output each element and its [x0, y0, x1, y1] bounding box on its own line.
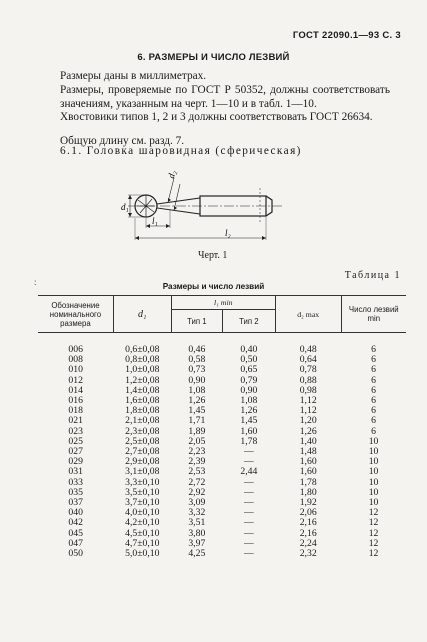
cell-designation: 033 — [68, 476, 83, 488]
cell-blades: 12 — [368, 507, 379, 519]
page-header: ГОСТ 22090.1—93 С. 3 — [292, 30, 401, 41]
cell-designation: 040 — [68, 507, 83, 519]
cell-l1-type2: — — [243, 548, 254, 560]
cell-d2-max: 0,64 — [299, 354, 317, 366]
cell-l1-type2: 0,65 — [240, 364, 258, 376]
cell-d2-max: 0,78 — [299, 364, 317, 376]
table-row — [38, 376, 406, 386]
cell-d1: 1,8±0,08 — [125, 405, 160, 417]
header-blades-min: Число лезвий min — [341, 296, 406, 333]
cell-designation: 035 — [68, 486, 83, 498]
paragraph-length: Общую длину см. разд. 7. — [60, 135, 185, 147]
cell-l1-type1: 3,51 — [188, 517, 206, 529]
table-row — [38, 539, 406, 549]
section-title: 6. РАЗМЕРЫ И ЧИСЛО ЛЕЗВИЙ — [137, 52, 290, 63]
cell-designation: 031 — [68, 466, 83, 478]
table-row — [38, 365, 406, 375]
cell-blades: 6 — [371, 415, 376, 427]
table-row — [38, 333, 406, 356]
label-l2: l₂ — [225, 228, 231, 238]
cell-d2-max: 2,24 — [299, 537, 317, 549]
paragraph-shanks: Хвостовики типов 1, 2 и 3 должны соответствовать ГОСТ 26634. — [60, 111, 373, 123]
cell-designation: 016 — [68, 395, 83, 407]
cell-l1-type1: 2,92 — [188, 486, 206, 498]
table-row — [38, 355, 406, 365]
cell-l1-type1: 4,25 — [188, 548, 206, 560]
cell-blades: 12 — [368, 517, 379, 529]
cell-blades: 10 — [368, 446, 379, 458]
cell-blades: 10 — [368, 456, 379, 468]
cell-designation: 012 — [68, 374, 83, 386]
cell-d2-max: 0,48 — [299, 344, 317, 355]
cell-l1-type1: 1,45 — [188, 405, 206, 417]
cell-l1-type2: — — [243, 537, 254, 549]
table-row — [38, 447, 406, 457]
cell-blades: 10 — [368, 497, 379, 509]
header-type2: Тип 2 — [222, 310, 275, 333]
cell-d1: 3,7±0,10 — [125, 497, 160, 509]
cell-l1-type1: 0,58 — [188, 354, 206, 366]
cell-d2-max: 1,92 — [299, 497, 317, 509]
cell-d1: 1,2±0,08 — [125, 374, 160, 386]
cell-l1-type1: 2,72 — [188, 476, 206, 488]
cell-designation: 018 — [68, 405, 83, 417]
cell-blades: 10 — [368, 435, 379, 447]
cell-l1-type1: 1,71 — [188, 415, 206, 427]
table-row — [38, 427, 406, 437]
cell-designation: 021 — [68, 415, 83, 427]
table-row — [38, 498, 406, 508]
label-d2: d₂ — [165, 169, 178, 180]
table-row — [38, 518, 406, 528]
cell-blades: 12 — [368, 548, 379, 560]
cell-d1: 4,7±0,10 — [125, 537, 160, 549]
margin-mark: : — [34, 277, 37, 287]
header-d1: d₁ — [113, 296, 171, 333]
paragraph-units: Размеры даны в миллиметрах. — [60, 70, 207, 82]
cell-l1-type1: 1,89 — [188, 425, 206, 437]
cell-designation: 027 — [68, 446, 83, 458]
label-l1: l₁ — [152, 216, 158, 226]
cell-l1-type2: — — [243, 486, 254, 498]
dimensions-table — [38, 295, 406, 559]
cell-l1-type2: 0,79 — [240, 374, 258, 386]
cell-designation: 014 — [68, 384, 83, 396]
cell-d2-max: 1,60 — [299, 466, 317, 478]
cell-l1-type2: 0,50 — [240, 354, 258, 366]
cell-l1-type1: 3,32 — [188, 507, 206, 519]
cell-d2-max: 0,98 — [299, 384, 317, 396]
cell-l1-type2: 1,45 — [240, 415, 258, 427]
cell-designation: 029 — [68, 456, 83, 468]
cell-blades: 6 — [371, 344, 376, 355]
cell-d1: 1,0±0,08 — [125, 364, 160, 376]
cell-l1-type2: — — [243, 446, 254, 458]
subsection-title: 6.1. Головка шаровидная (сферическая) — [60, 145, 302, 157]
table-row — [38, 457, 406, 467]
cell-l1-type2: 1,60 — [240, 425, 258, 437]
table-row — [38, 529, 406, 539]
cell-d1: 4,5±0,10 — [125, 527, 160, 539]
header-l1-min: l₁ min — [171, 296, 275, 310]
cell-blades: 6 — [371, 354, 376, 366]
table-row — [38, 488, 406, 498]
cell-l1-type1: 3,09 — [188, 497, 206, 509]
cell-blades: 6 — [371, 374, 376, 386]
cell-d2-max: 1,78 — [299, 476, 317, 488]
cell-designation: 045 — [68, 527, 83, 539]
cell-designation: 037 — [68, 497, 83, 509]
cell-l1-type1: 3,97 — [188, 537, 206, 549]
table-row — [38, 437, 406, 447]
cell-d1: 3,3±0,10 — [125, 476, 160, 488]
cell-l1-type1: 0,90 — [188, 374, 206, 386]
cell-l1-type2: — — [243, 527, 254, 539]
cell-designation: 047 — [68, 537, 83, 549]
cell-d2-max: 1,48 — [299, 446, 317, 458]
cell-blades: 12 — [368, 537, 379, 549]
cell-l1-type1: 2,05 — [188, 435, 206, 447]
table-row — [38, 416, 406, 426]
cell-d1: 2,9±0,08 — [125, 456, 160, 468]
cell-designation: 042 — [68, 517, 83, 529]
cell-d1: 2,5±0,08 — [125, 435, 160, 447]
cell-d1: 3,1±0,08 — [125, 466, 160, 478]
cell-blades: 10 — [368, 486, 379, 498]
cell-blades: 12 — [368, 527, 379, 539]
cell-d1: 0,8±0,08 — [125, 354, 160, 366]
cell-l1-type2: — — [243, 476, 254, 488]
cell-d2-max: 2,16 — [299, 527, 317, 539]
cell-designation: 025 — [68, 435, 83, 447]
table-row — [38, 478, 406, 488]
cell-d2-max: 0,88 — [299, 374, 317, 386]
cell-l1-type2: — — [243, 497, 254, 509]
cell-d1: 4,0±0,10 — [125, 507, 160, 519]
table-row — [38, 467, 406, 477]
cell-designation: 050 — [68, 548, 83, 560]
cell-l1-type2: 0,40 — [240, 344, 258, 355]
cell-l1-type1: 1,26 — [188, 395, 206, 407]
label-d1: d₁ — [121, 202, 129, 212]
cell-blades: 10 — [368, 476, 379, 488]
cell-l1-type2: 0,90 — [240, 384, 258, 396]
table-row — [38, 396, 406, 406]
cell-l1-type1: 2,53 — [188, 466, 206, 478]
cell-l1-type1: 2,23 — [188, 446, 206, 458]
cell-d2-max: 1,20 — [299, 415, 317, 427]
cell-l1-type2: 1,08 — [240, 395, 258, 407]
table-row — [38, 508, 406, 518]
cell-d2-max: 1,12 — [299, 405, 317, 417]
cell-l1-type1: 1,08 — [188, 384, 206, 396]
cell-l1-type1: 2,39 — [188, 456, 206, 468]
tool-drawing — [120, 160, 290, 250]
cell-l1-type2: 1,78 — [240, 435, 258, 447]
cell-designation: 006 — [68, 344, 83, 355]
cell-d2-max: 1,26 — [299, 425, 317, 437]
cell-d1: 2,7±0,08 — [125, 446, 160, 458]
cell-blades: 6 — [371, 384, 376, 396]
cell-l1-type1: 0,73 — [188, 364, 206, 376]
cell-d2-max: 1,12 — [299, 395, 317, 407]
cell-l1-type2: 2,44 — [240, 466, 258, 478]
table-label: Таблица 1 — [344, 270, 401, 281]
cell-l1-type2: — — [243, 507, 254, 519]
cell-designation: 008 — [68, 354, 83, 366]
cell-l1-type1: 0,46 — [188, 344, 206, 355]
cell-designation: 010 — [68, 364, 83, 376]
cell-blades: 10 — [368, 466, 379, 478]
cell-d1: 5,0±0,10 — [125, 548, 160, 560]
table-title: Размеры и число лезвий — [162, 282, 265, 291]
header-d2-max: d₂ max — [275, 296, 341, 333]
cell-d1: 4,2±0,10 — [125, 517, 160, 529]
figure-caption: Черт. 1 — [198, 250, 228, 261]
cell-designation: 023 — [68, 425, 83, 437]
cell-l1-type1: 3,80 — [188, 527, 206, 539]
cell-d1: 3,5±0,10 — [125, 486, 160, 498]
cell-d1: 1,6±0,08 — [125, 395, 160, 407]
header-designation: Обозначение номинального размера — [38, 296, 113, 333]
cell-d2-max: 2,06 — [299, 507, 317, 519]
cell-d2-max: 2,32 — [299, 548, 317, 560]
cell-d2-max: 2,16 — [299, 517, 317, 529]
cell-blades: 6 — [371, 364, 376, 376]
cell-d2-max: 1,40 — [299, 435, 317, 447]
paragraph-verification: Размеры, проверяемые по ГОСТ Р 50352, должны соответствовать значениям, указанным на черт. 1—10 и в табл. 1—10. — [60, 84, 390, 110]
cell-l1-type2: 1,26 — [240, 405, 258, 417]
header-type1: Тип 1 — [171, 310, 222, 333]
cell-blades: 6 — [371, 405, 376, 417]
cell-d2-max: 1,60 — [299, 456, 317, 468]
cell-d1: 1,4±0,08 — [125, 384, 160, 396]
cell-d1: 0,6±0,08 — [125, 344, 160, 355]
table-row — [38, 406, 406, 416]
table-row — [38, 386, 406, 396]
table-row — [38, 549, 406, 559]
cell-d2-max: 1,80 — [299, 486, 317, 498]
cell-l1-type2: — — [243, 517, 254, 529]
cell-d1: 2,1±0,08 — [125, 415, 160, 427]
cell-l1-type2: — — [243, 456, 254, 468]
cell-d1: 2,3±0,08 — [125, 425, 160, 437]
cell-blades: 6 — [371, 425, 376, 437]
cell-blades: 6 — [371, 395, 376, 407]
